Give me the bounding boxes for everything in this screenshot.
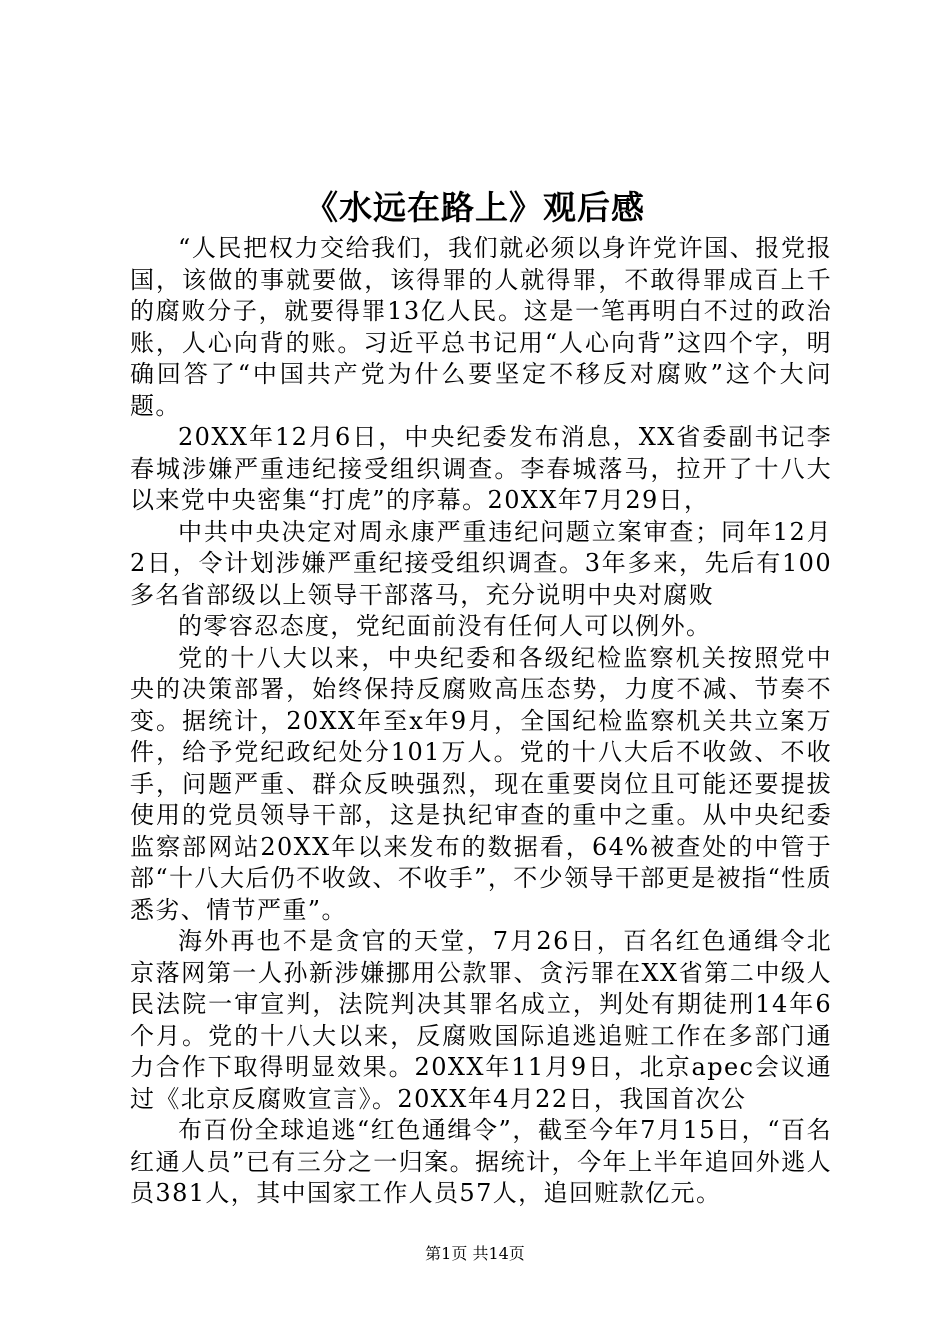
paragraph: “人民把权力交给我们，我们就必须以身许党许国、报党报国，该做的事就要做，该得罪的人就得罪，不敢得罪成百上千的腐败分子，就要得罪13亿人民。这是一笔再明白不过的政治账，人心向背的账。习近平总书记用“人心向背”这四个字，明确回答了“中国共产党为什么要坚定不移反对腐败”这个大问题。 bbox=[130, 234, 832, 420]
paragraph: 20XX年12月6日，中央纪委发布消息，XX省委副书记李春城涉嫌严重违纪接受组织调查。李春城落马，拉开了十八大以来党中央密集“打虎”的序幕。20XX年7月29日， bbox=[130, 423, 832, 514]
paragraph: 的零容忍态度，党纪面前没有任何人可以例外。 bbox=[178, 612, 712, 640]
paragraph: 中共中央决定对周永康严重违纪问题立案审查；同年12月2日，令计划涉嫌严重纪接受组织调查。3年多来，先后有100多名省部级以上领导干部落马，充分说明中央对腐败 bbox=[130, 517, 832, 609]
paragraph: 党的十八大以来，中央纪委和各级纪检监察机关按照党中央的决策部署，始终保持反腐败高压态势，力度不减、节奏不变。据统计，20XX年至x年9月，全国纪检监察机关共立案万件，给予党纪政纪处分101万人。党的十八大后不收敛、不收手，问题严重、群众反映强烈，现在重要岗位且可能还要提拔使用的党员领导干部，这是执纪审查的重中之重。从中央纪委监察部网站20XX年以来发布的数据看，64%被查处的中管于部“十八大后仍不收敛、不收手”，不少领导干部更是被指“性质悉劣、情节严重”。 bbox=[130, 643, 832, 924]
paragraph: 海外再也不是贪官的天堂，7月26日，百名红色通缉令北京落网第一人孙新涉嫌挪用公款罪、贪污罪在XX省第二中级人民法院一审宣判，法院判决其罪名成立，判处有期徒刑14年6个月。党的十八大以来，反腐败国际追逃追赃工作在多部门通力合作下取得明显效果。20XX年11月9日，北京apec会议通过《北京反腐败宣言》。20XX年4月22日，我国首次公 bbox=[130, 927, 832, 1113]
document-body bbox=[130, 233, 832, 1210]
document-title: 《水远在路上》观后感 bbox=[305, 188, 645, 227]
page-number-footer: 第1页 共14页 bbox=[425, 1244, 525, 1263]
paragraph: 布百份全球追逃“红色通缉令”，截至今年7月15日，“百名红通人员”已有三分之一归案。据统计，今年上半年追回外逃人员381人，其中国家工作人员57人，追回赃款亿元。 bbox=[130, 1116, 832, 1207]
